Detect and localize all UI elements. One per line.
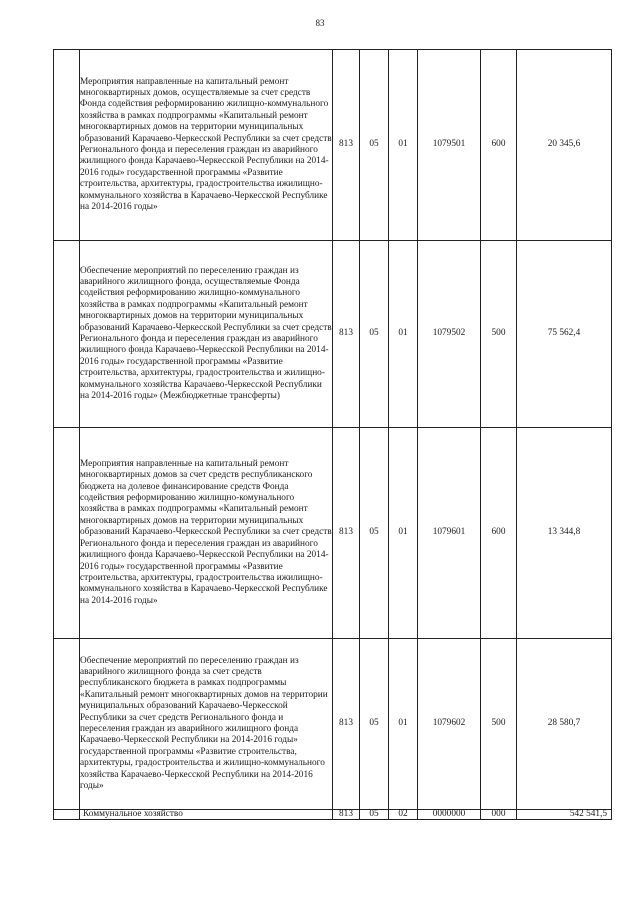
- section-cell: 05: [360, 50, 389, 241]
- description-cell: Мероприятия направленные на капитальный ремонт многоквартирных домов, осуществляемые за счет средств Фонда содействия реформированию жилищно-коммунального хозяйства в рамках подпрограммы «Капитальный ремонт многоквартирных домов на территории муниципальных образований Карачаево-Черкесской Республики за счет средств Регионального фонда и переселения граждан из аварийного жилищного фонда Карачаево-Черкесской Республики на 2014-2016 годы» государственной программы «Развитие строительства, архитектуры, градостроительства ижилищно-коммунального хозяйства в Карачаево-Черкесской Республике на 2014-2016 годы»: [80, 50, 333, 241]
- description-cell: Коммунальное хозяйство: [80, 810, 333, 820]
- table-row: [54, 50, 612, 241]
- blank-cell: [54, 810, 80, 820]
- page-number: 83: [315, 18, 325, 28]
- table-row: [54, 810, 612, 820]
- ministry-cell: 813: [333, 50, 360, 241]
- amount-cell: 28 580,7: [517, 639, 612, 810]
- subsection-cell: 01: [389, 639, 418, 810]
- target-article-cell: 0000000: [418, 810, 481, 820]
- blank-cell: [54, 428, 80, 639]
- expense-type-cell: 600: [481, 428, 517, 639]
- blank-cell: [54, 241, 80, 428]
- target-article-cell: 1079502: [418, 241, 481, 428]
- subsection-cell: 01: [389, 428, 418, 639]
- amount-cell: 75 562,4: [517, 241, 612, 428]
- expense-type-cell: 500: [481, 639, 517, 810]
- section-cell: 05: [360, 810, 389, 820]
- expense-type-cell: 500: [481, 241, 517, 428]
- ministry-cell: 813: [333, 810, 360, 820]
- blank-cell: [54, 50, 80, 241]
- target-article-cell: 1079602: [418, 639, 481, 810]
- amount-cell: 542 541,5: [517, 810, 612, 820]
- amount-cell: 20 345,6: [517, 50, 612, 241]
- table-row: [54, 639, 612, 810]
- section-cell: 05: [360, 639, 389, 810]
- description-cell: Мероприятия направленные на капитальный ремонт многоквартирных домов за счет средств республиканского бюджета на долевое финансирование средств Фонда содействия реформированию жилищно-комунального хозяйства в рамках подпрограммы «Капитальный ремонт многоквартирных домов на территории муниципальных образований Карачаево-Черкесской Республики за счет средств Регионального фонда и переселения граждан из аварийного жилищного фонда Карачаево-Черкесской Республики на 2014-2016 годы» государственной программы «Развитие строительства, архитектуры, градостроительства ижилищно-коммунального хозяйства в Карачаево-Черкесской Республике на 2014-2016 годы»: [80, 428, 333, 639]
- target-article-cell: 1079501: [418, 50, 481, 241]
- table-row: [54, 241, 612, 428]
- blank-cell: [54, 639, 80, 810]
- amount-cell: 13 344,8: [517, 428, 612, 639]
- ministry-cell: 813: [333, 639, 360, 810]
- description-cell: Обеспечение мероприятий по переселению граждан из аварийного жилищного фонда за счет средств республиканского бюджета в рамках подпрограммы «Капитальный ремонт многоквартирных домов на территории муниципальных образований Карачаево-Черкесской Республики за счет средств Регионального фонда и переселения граждан из аварийного жилищного фонда Карачаево-Черкесской Республики на 2014-2016 годы» государственной программы «Развитие строительства, архитектуры, градостроительства и жилищно-коммунального хозяйства Карачаево-Черкесской Республики на 2014-2016 годы»: [80, 639, 333, 810]
- target-article-cell: 1079601: [418, 428, 481, 639]
- subsection-cell: 02: [389, 810, 418, 820]
- subsection-cell: 01: [389, 50, 418, 241]
- section-cell: 05: [360, 241, 389, 428]
- table-row: [54, 428, 612, 639]
- subsection-cell: 01: [389, 241, 418, 428]
- ministry-cell: 813: [333, 428, 360, 639]
- section-cell: 05: [360, 428, 389, 639]
- expense-type-cell: 000: [481, 810, 517, 820]
- budget-table: [53, 49, 612, 820]
- description-cell: Обеспечение мероприятий по переселению граждан из аварийного жилищного фонда, осуществляемые Фонда содействия реформированию жилищно-коммунального хозяйства в рамках подпрограммы «Капитальный ремонт многоквартирных домов на территории муниципальных образований Карачаево-Черкесской Республики за счет средств Регионального фонда и переселения граждан из аварийного жилищного фонда Карачаево-Черкесской Республики на 2014-2016 годы» государственной программы «Развитие строительства, архитектуры, градостроительства и жилищно-коммунального хозяйства Карачаево-Черкесской Республики на 2014-2016 годы» (Межбюджетные трансферты): [80, 241, 333, 428]
- ministry-cell: 813: [333, 241, 360, 428]
- expense-type-cell: 600: [481, 50, 517, 241]
